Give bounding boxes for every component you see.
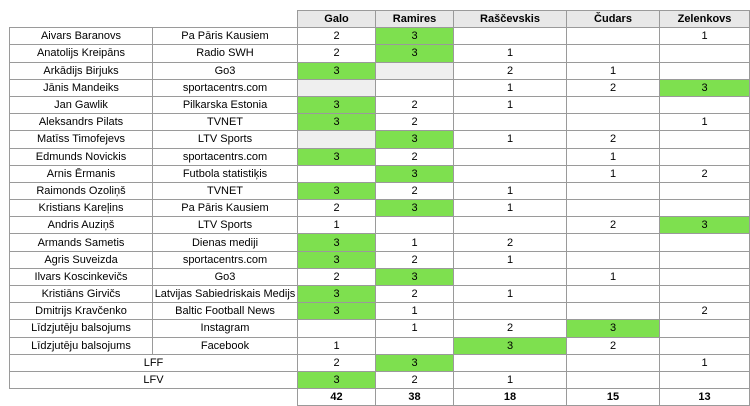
header-blank [10, 11, 298, 28]
vote-cell-rascevskis [454, 303, 567, 320]
table-row [10, 200, 750, 217]
vote-cell-ramires: 3 [376, 268, 454, 285]
vote-cell-zelenkovs: 2 [660, 303, 750, 320]
voter-name: Ilvars Koscinkevičs [10, 268, 153, 285]
vote-cell-zelenkovs [660, 251, 750, 268]
vote-cell-rascevskis: 2 [454, 320, 567, 337]
vote-cell-cudars [567, 303, 660, 320]
voter-name: Arnis Ērmanis [10, 165, 153, 182]
vote-cell-ramires: 3 [376, 131, 454, 148]
table-row [10, 320, 750, 337]
vote-cell-cudars [567, 234, 660, 251]
voter-name: Raimonds Ozoliņš [10, 182, 153, 199]
voter-name: Jan Gawlik [10, 96, 153, 113]
vote-cell-galo: 3 [298, 371, 376, 388]
table-row [10, 131, 750, 148]
vote-cell-zelenkovs [660, 182, 750, 199]
vote-cell-ramires: 2 [376, 114, 454, 131]
vote-cell-cudars: 2 [567, 131, 660, 148]
header-row [10, 11, 750, 28]
vote-cell-rascevskis [454, 268, 567, 285]
header-zelenkovs: Zelenkovs [660, 11, 750, 28]
vote-cell-rascevskis: 1 [454, 371, 567, 388]
table-row [10, 79, 750, 96]
vote-cell-cudars: 1 [567, 62, 660, 79]
vote-cell-rascevskis: 1 [454, 79, 567, 96]
vote-cell-ramires [376, 79, 454, 96]
table-row [10, 182, 750, 199]
vote-cell-rascevskis [454, 28, 567, 45]
media-outlet: sportacentrs.com [153, 148, 298, 165]
vote-cell-galo [298, 131, 376, 148]
vote-cell-ramires: 2 [376, 371, 454, 388]
vote-cell-cudars: 2 [567, 79, 660, 96]
table-row [10, 286, 750, 303]
table-row [10, 354, 750, 371]
vote-cell-rascevskis [454, 165, 567, 182]
vote-cell-zelenkovs: 3 [660, 79, 750, 96]
vote-cell-ramires: 3 [376, 354, 454, 371]
vote-cell-ramires: 3 [376, 45, 454, 62]
vote-cell-cudars: 3 [567, 320, 660, 337]
vote-cell-galo [298, 79, 376, 96]
vote-cell-cudars: 2 [567, 337, 660, 354]
vote-cell-ramires: 3 [376, 165, 454, 182]
table-row [10, 303, 750, 320]
media-outlet: Instagram [153, 320, 298, 337]
table-row [10, 96, 750, 113]
vote-cell-galo: 3 [298, 148, 376, 165]
vote-cell-zelenkovs [660, 268, 750, 285]
voter-name: Aleksandrs Pilats [10, 114, 153, 131]
vote-cell-ramires [376, 62, 454, 79]
vote-cell-ramires: 1 [376, 234, 454, 251]
header-galo: Galo [298, 11, 376, 28]
voter-name: Edmunds Novickis [10, 148, 153, 165]
vote-cell-rascevskis: 2 [454, 234, 567, 251]
voter-name: Matīss Timofejevs [10, 131, 153, 148]
vote-cell-ramires: 3 [376, 200, 454, 217]
header-ramires: Ramires [376, 11, 454, 28]
vote-cell-cudars [567, 251, 660, 268]
vote-cell-ramires: 2 [376, 286, 454, 303]
vote-cell-rascevskis: 2 [454, 62, 567, 79]
vote-cell-zelenkovs: 1 [660, 354, 750, 371]
vote-cell-cudars: 1 [567, 165, 660, 182]
vote-cell-zelenkovs: 1 [660, 114, 750, 131]
vote-cell-ramires: 2 [376, 96, 454, 113]
header-rascevskis: Raščevskis [454, 11, 567, 28]
header-cudars: Čudars [567, 11, 660, 28]
table-row [10, 371, 750, 388]
vote-cell-zelenkovs [660, 320, 750, 337]
vote-cell-galo: 2 [298, 45, 376, 62]
total-ramires: 38 [376, 389, 454, 406]
totals-blank [10, 389, 298, 406]
media-outlet: sportacentrs.com [153, 251, 298, 268]
total-rascevskis: 18 [454, 389, 567, 406]
vote-cell-galo: 3 [298, 96, 376, 113]
voter-name: Arkādijs Birjuks [10, 62, 153, 79]
total-galo: 42 [298, 389, 376, 406]
vote-cell-cudars [567, 96, 660, 113]
vote-cell-galo: 2 [298, 28, 376, 45]
vote-cell-ramires: 2 [376, 148, 454, 165]
vote-cell-cudars [567, 28, 660, 45]
vote-cell-galo: 1 [298, 217, 376, 234]
vote-cell-cudars [567, 354, 660, 371]
media-outlet: Futbola statistiķis [153, 165, 298, 182]
vote-cell-zelenkovs: 1 [660, 28, 750, 45]
voter-name: Anatolijs Kreipāns [10, 45, 153, 62]
voter-name: Līdzjutēju balsojums [10, 320, 153, 337]
vote-cell-rascevskis [454, 217, 567, 234]
vote-cell-cudars [567, 200, 660, 217]
media-outlet: sportacentrs.com [153, 79, 298, 96]
media-outlet: Go3 [153, 268, 298, 285]
vote-cell-zelenkovs [660, 62, 750, 79]
table-row [10, 268, 750, 285]
table-row [10, 217, 750, 234]
vote-cell-galo: 3 [298, 62, 376, 79]
votes-table [9, 10, 750, 406]
media-outlet: Go3 [153, 62, 298, 79]
vote-cell-galo: 3 [298, 251, 376, 268]
vote-cell-zelenkovs [660, 200, 750, 217]
media-outlet: Dienas mediji [153, 234, 298, 251]
vote-cell-galo: 2 [298, 200, 376, 217]
vote-cell-cudars: 2 [567, 217, 660, 234]
total-cudars: 15 [567, 389, 660, 406]
voter-name: Aivars Baranovs [10, 28, 153, 45]
voter-name: Kristiāns Girvičs [10, 286, 153, 303]
vote-cell-zelenkovs [660, 286, 750, 303]
vote-cell-galo: 3 [298, 182, 376, 199]
vote-cell-rascevskis [454, 354, 567, 371]
vote-cell-cudars: 1 [567, 268, 660, 285]
totals-row [10, 389, 750, 406]
vote-cell-galo: 2 [298, 268, 376, 285]
vote-cell-galo [298, 165, 376, 182]
media-outlet: Radio SWH [153, 45, 298, 62]
table-row [10, 148, 750, 165]
vote-cell-ramires [376, 217, 454, 234]
media-outlet: Latvijas Sabiedriskais Medijs [153, 286, 298, 303]
voter-name: Kristians Kareļins [10, 200, 153, 217]
voter-name: LFF [10, 354, 298, 371]
media-outlet: LTV Sports [153, 131, 298, 148]
vote-cell-zelenkovs [660, 371, 750, 388]
vote-cell-ramires: 3 [376, 28, 454, 45]
voter-name: Līdzjutēju balsojums [10, 337, 153, 354]
media-outlet: LTV Sports [153, 217, 298, 234]
vote-cell-rascevskis: 3 [454, 337, 567, 354]
media-outlet: Pa Pāris Kausiem [153, 200, 298, 217]
vote-cell-galo: 3 [298, 234, 376, 251]
table-row [10, 28, 750, 45]
voter-name: Andris Auziņš [10, 217, 153, 234]
vote-cell-galo: 3 [298, 286, 376, 303]
vote-cell-cudars [567, 182, 660, 199]
vote-cell-rascevskis: 1 [454, 286, 567, 303]
vote-cell-zelenkovs [660, 45, 750, 62]
total-zelenkovs: 13 [660, 389, 750, 406]
vote-cell-rascevskis [454, 148, 567, 165]
voter-name: Dmitrijs Kravčenko [10, 303, 153, 320]
vote-cell-galo: 1 [298, 337, 376, 354]
vote-cell-rascevskis: 1 [454, 251, 567, 268]
media-outlet: Pilkarska Estonia [153, 96, 298, 113]
table-row [10, 114, 750, 131]
vote-cell-ramires [376, 337, 454, 354]
vote-cell-rascevskis [454, 114, 567, 131]
vote-cell-galo [298, 320, 376, 337]
media-outlet: Baltic Football News [153, 303, 298, 320]
vote-cell-galo: 2 [298, 354, 376, 371]
table-row [10, 165, 750, 182]
vote-cell-cudars [567, 371, 660, 388]
voter-name: Armands Sametis [10, 234, 153, 251]
vote-cell-zelenkovs [660, 96, 750, 113]
vote-cell-zelenkovs [660, 131, 750, 148]
media-outlet: TVNET [153, 182, 298, 199]
vote-cell-rascevskis: 1 [454, 96, 567, 113]
vote-cell-ramires: 2 [376, 182, 454, 199]
voter-name: Jānis Mandeiks [10, 79, 153, 96]
vote-cell-cudars [567, 114, 660, 131]
vote-cell-ramires: 1 [376, 320, 454, 337]
voter-name: LFV [10, 371, 298, 388]
vote-cell-zelenkovs [660, 337, 750, 354]
vote-cell-cudars [567, 286, 660, 303]
vote-cell-rascevskis: 1 [454, 182, 567, 199]
table-row [10, 251, 750, 268]
vote-cell-zelenkovs: 3 [660, 217, 750, 234]
media-outlet: Pa Pāris Kausiem [153, 28, 298, 45]
vote-cell-galo: 3 [298, 303, 376, 320]
media-outlet: TVNET [153, 114, 298, 131]
vote-cell-rascevskis: 1 [454, 45, 567, 62]
table-row [10, 234, 750, 251]
vote-cell-ramires: 1 [376, 303, 454, 320]
vote-cell-cudars: 1 [567, 148, 660, 165]
table-row [10, 337, 750, 354]
vote-cell-rascevskis: 1 [454, 200, 567, 217]
voter-name: Agris Suveizda [10, 251, 153, 268]
vote-cell-zelenkovs [660, 234, 750, 251]
vote-cell-zelenkovs: 2 [660, 165, 750, 182]
table-row [10, 45, 750, 62]
vote-cell-cudars [567, 45, 660, 62]
vote-cell-zelenkovs [660, 148, 750, 165]
vote-cell-rascevskis: 1 [454, 131, 567, 148]
media-outlet: Facebook [153, 337, 298, 354]
table-row [10, 62, 750, 79]
vote-cell-ramires: 2 [376, 251, 454, 268]
vote-cell-galo: 3 [298, 114, 376, 131]
